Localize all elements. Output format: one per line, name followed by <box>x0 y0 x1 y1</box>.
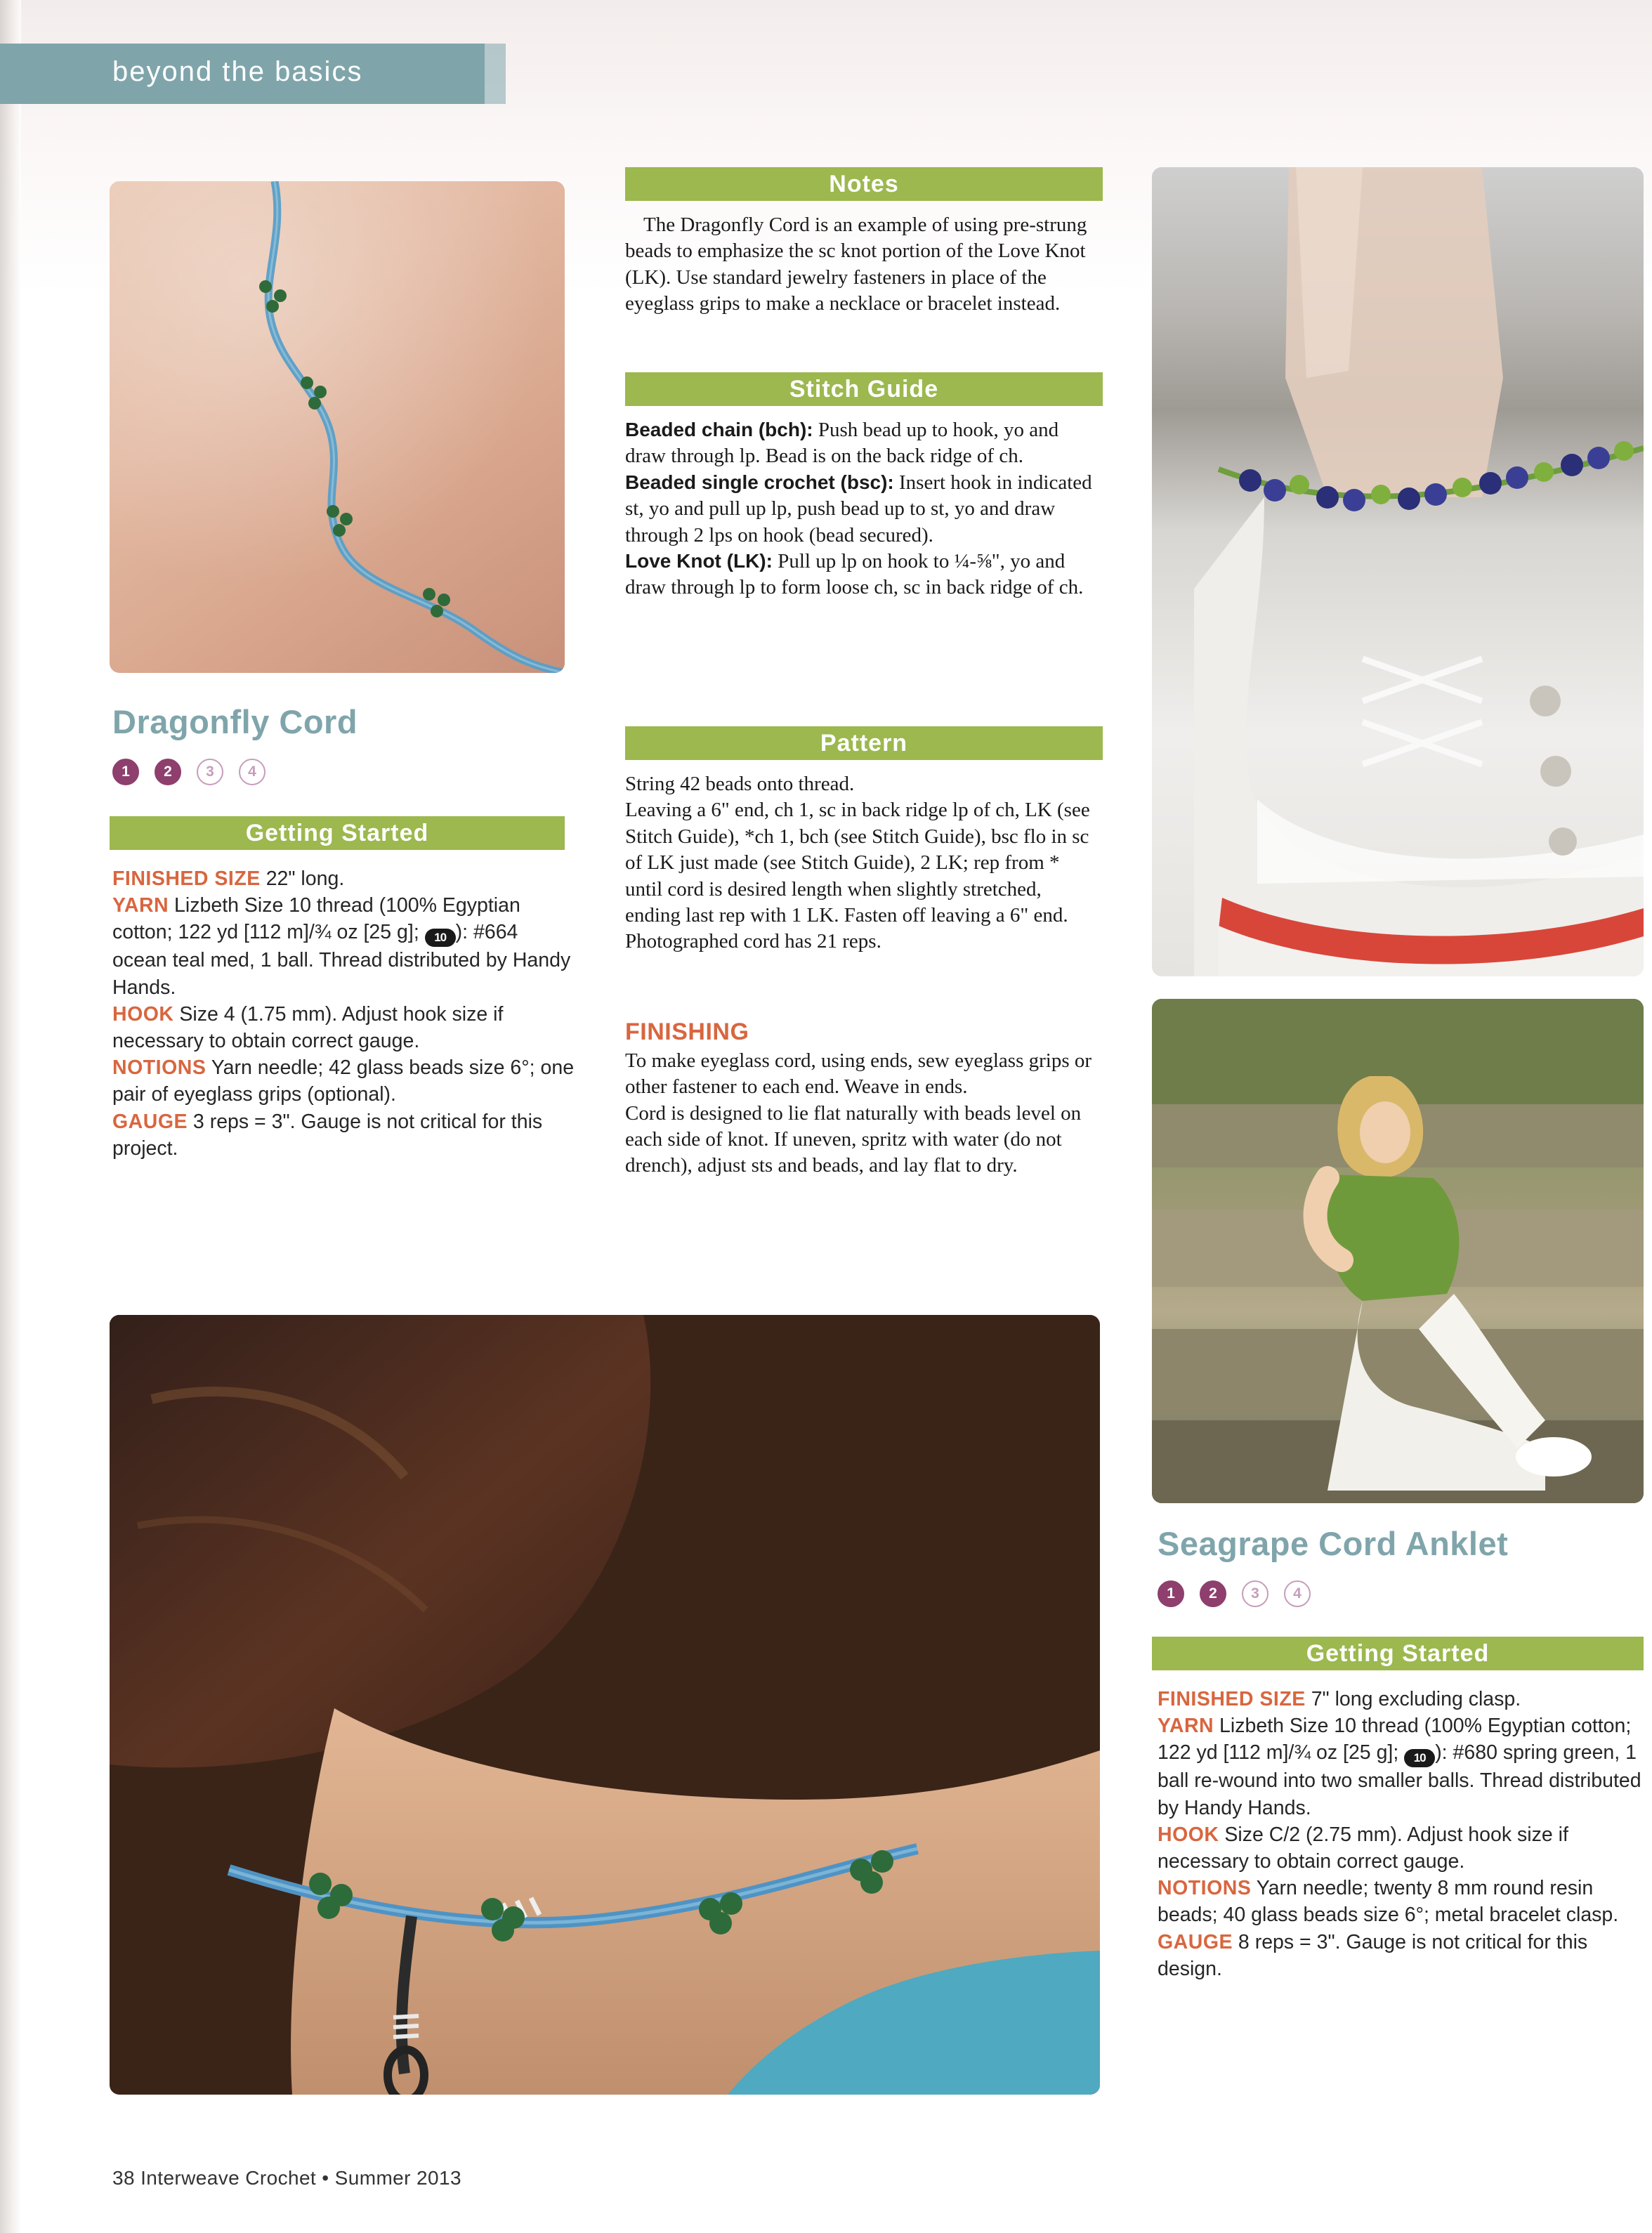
difficulty-dot-3: 3 <box>197 759 223 785</box>
page-footer: 38 Interweave Crochet • Summer 2013 <box>112 2167 461 2189</box>
dragonfly-spec-1-value: Lizbeth Size 10 thread (100% Egyptian cotton; 122 yd [112 m]/¾ oz [25 g]; 10 ): #664 ocean teal med, 1 ball. Thread distributed by Handy Hands. <box>112 894 571 999</box>
difficulty-dot-1: 1 <box>112 759 139 785</box>
pattern-heading <box>625 726 1103 760</box>
anklet-sneaker-photo <box>1152 167 1644 976</box>
getting-started-label-right: Getting Started <box>1306 1640 1490 1667</box>
seagrape-spec-2-label: HOOK <box>1158 1823 1219 1846</box>
dragonfly-spec-2-label: HOOK <box>112 1002 174 1026</box>
stitch-guide-entry-0 <box>625 417 1097 470</box>
finishing-section <box>625 1017 1097 1179</box>
seagrape-spec-4-label: GAUGE <box>1158 1930 1233 1953</box>
stitch-guide-label: Stitch Guide <box>789 376 939 402</box>
dragonfly-spec-3-label: NOTIONS <box>112 1056 206 1080</box>
finishing-heading: FINISHING <box>625 1019 749 1045</box>
dragonfly-spec-3 <box>112 1054 576 1108</box>
seagrape-spec-3 <box>1158 1875 1642 1928</box>
dragonfly-spec-4 <box>112 1108 576 1162</box>
anklet-photo-image <box>1152 167 1644 976</box>
pattern-label: Pattern <box>820 730 908 757</box>
necklace-closeup-photo <box>110 181 565 673</box>
seagrape-spec-0-value: 7" long excluding clasp. <box>1305 1688 1521 1710</box>
pattern-body <box>625 771 1097 955</box>
stitch-guide-def-2: Pull up lp on hook to ¼-⅝", yo and draw through lp to form loose ch, sc in back ridge of ch. <box>625 550 1084 599</box>
seagrape-spec-4 <box>1158 1929 1642 1982</box>
notes-paragraph: The Dragonfly Cord is an example of using pre-strung beads to emphasize the sc knot portion of the Love Knot (LK). Use standard jewelry fasteners in place of the eyeglass grips to make a necklace or bracelet instead. <box>625 214 1087 315</box>
difficulty-dot-4: 4 <box>239 759 266 785</box>
difficulty-dot-1-right: 1 <box>1158 1580 1184 1607</box>
pattern-line-1: Leaving a 6" end, ch 1, sc in back ridge lp of ch, LK (see Stitch Guide), *ch 1, bch (see Stitch Guide), bsc flo in sc of LK just made (see Stitch Guide), 2 LK; rep from * until cord is desired length when slightly stretched, ending last rep with 1 LK. Fasten off leaving a 6" end. Photographed cord has 21 reps. <box>625 799 1090 953</box>
stitch-guide-term-2: Love Knot (LK): <box>625 550 773 572</box>
getting-started-heading-right <box>1152 1637 1644 1670</box>
notes-label: Notes <box>829 171 899 197</box>
yarn-weight-symbol: 10 <box>1404 1749 1435 1767</box>
dragonfly-spec-2-value: Size 4 (1.75 mm). Adjust hook size if necessary to obtain correct gauge. <box>112 1002 504 1052</box>
difficulty-dot-2-right: 2 <box>1200 1580 1226 1607</box>
stitch-guide-body <box>625 417 1097 601</box>
stitch-guide-def-1: Insert hook in indicated st, yo and pull up lp, push bead up to st, yo and draw through 2 lps on hook (bead secured). <box>625 471 1092 546</box>
getting-started-label-left: Getting Started <box>245 820 429 846</box>
page-edge-shadow <box>0 0 21 2233</box>
yarn-weight-symbol: 10 <box>425 929 456 947</box>
model-photo-image <box>1152 999 1644 1503</box>
notes-body <box>625 212 1097 317</box>
stitch-guide-heading <box>625 372 1103 406</box>
seagrape-spec-2-value: Size C/2 (2.75 mm). Adjust hook size if necessary to obtain correct gauge. <box>1158 1823 1568 1873</box>
getting-started-heading-left <box>110 816 565 850</box>
running-head-label: beyond the basics <box>112 56 363 87</box>
eyeglass-cord-photo <box>110 1315 1100 2095</box>
dragonfly-spec-2 <box>112 1001 576 1054</box>
model-steps-photo <box>1152 999 1644 1503</box>
stitch-guide-entry-1 <box>625 470 1097 549</box>
stitch-guide-entry-2 <box>625 549 1097 601</box>
seagrape-specs-block <box>1158 1686 1642 1982</box>
page-title-seagrape-cord-anklet: Seagrape Cord Anklet <box>1158 1525 1509 1562</box>
dragonfly-spec-0-value: 22" long. <box>260 867 345 890</box>
seagrape-spec-3-label: NOTIONS <box>1158 1877 1252 1900</box>
seagrape-spec-4-value: 8 reps = 3". Gauge is not critical for this design. <box>1158 1930 1588 1980</box>
dragonfly-spec-0-label: FINISHED SIZE <box>112 867 261 890</box>
difficulty-rating-dragonfly <box>112 759 266 785</box>
stitch-guide-term-1: Beaded single crochet (bsc): <box>625 471 894 493</box>
dragonfly-spec-1-label: YARN <box>112 894 169 917</box>
finishing-line-1: Cord is designed to lie flat naturally with beads level on each side of knot. If uneven, spritz with water (do not drench), adjust sts and beads, and lay flat to dry. <box>625 1101 1082 1177</box>
seagrape-spec-1-value: Lizbeth Size 10 thread (100% Egyptian cotton; 122 yd [112 m]/¾ oz [25 g]; 10 ): #680 spring green, 1 ball re-wound into two smaller balls. Thread distributed by Handy Hands. <box>1158 1715 1641 1819</box>
seagrape-spec-0 <box>1158 1686 1642 1713</box>
page-title-dragonfly-cord: Dragonfly Cord <box>112 703 358 740</box>
eyeglass-photo-graphic <box>110 1315 1100 2095</box>
dragonfly-spec-1 <box>112 892 576 1001</box>
seagrape-spec-3-value: Yarn needle; twenty 8 mm round resin beads; 40 glass beads size 6°; metal bracelet clasp. <box>1158 1877 1619 1927</box>
difficulty-dot-3-right: 3 <box>1242 1580 1268 1607</box>
anklet-photo-graphic <box>1152 167 1644 976</box>
finishing-line-0: To make eyeglass cord, using ends, sew eyeglass grips or other fastener to each end. Weave in ends. <box>625 1049 1092 1099</box>
stitch-guide-def-0: Push bead up to hook, yo and draw through lp. Bead is on the back ridge of ch. <box>625 419 1059 468</box>
stitch-guide-term-0: Beaded chain (bch): <box>625 419 813 440</box>
difficulty-dot-2: 2 <box>155 759 181 785</box>
dragonfly-spec-4-label: GAUGE <box>112 1110 188 1133</box>
model-photo-graphic <box>1152 999 1644 1503</box>
difficulty-dot-4-right: 4 <box>1284 1580 1311 1607</box>
seagrape-spec-0-label: FINISHED SIZE <box>1158 1688 1306 1710</box>
seagrape-spec-1 <box>1158 1713 1642 1821</box>
dragonfly-specs-block <box>112 865 576 1162</box>
dragonfly-spec-0 <box>112 865 576 892</box>
notes-heading <box>625 167 1103 201</box>
seagrape-spec-2 <box>1158 1821 1642 1875</box>
pattern-line-0: String 42 beads onto thread. <box>625 773 855 795</box>
dragonfly-spec-4-value: 3 reps = 3". Gauge is not critical for this project. <box>112 1110 543 1160</box>
dragonfly-spec-3-value: Yarn needle; 42 glass beads size 6°; one pair of eyeglass grips (optional). <box>112 1056 575 1106</box>
difficulty-rating-seagrape <box>1158 1580 1311 1607</box>
necklace-photo-image <box>110 181 565 673</box>
seagrape-spec-1-label: YARN <box>1158 1715 1214 1738</box>
necklace-cord-graphic <box>110 181 565 673</box>
eyeglass-photo-image <box>110 1315 1100 2095</box>
